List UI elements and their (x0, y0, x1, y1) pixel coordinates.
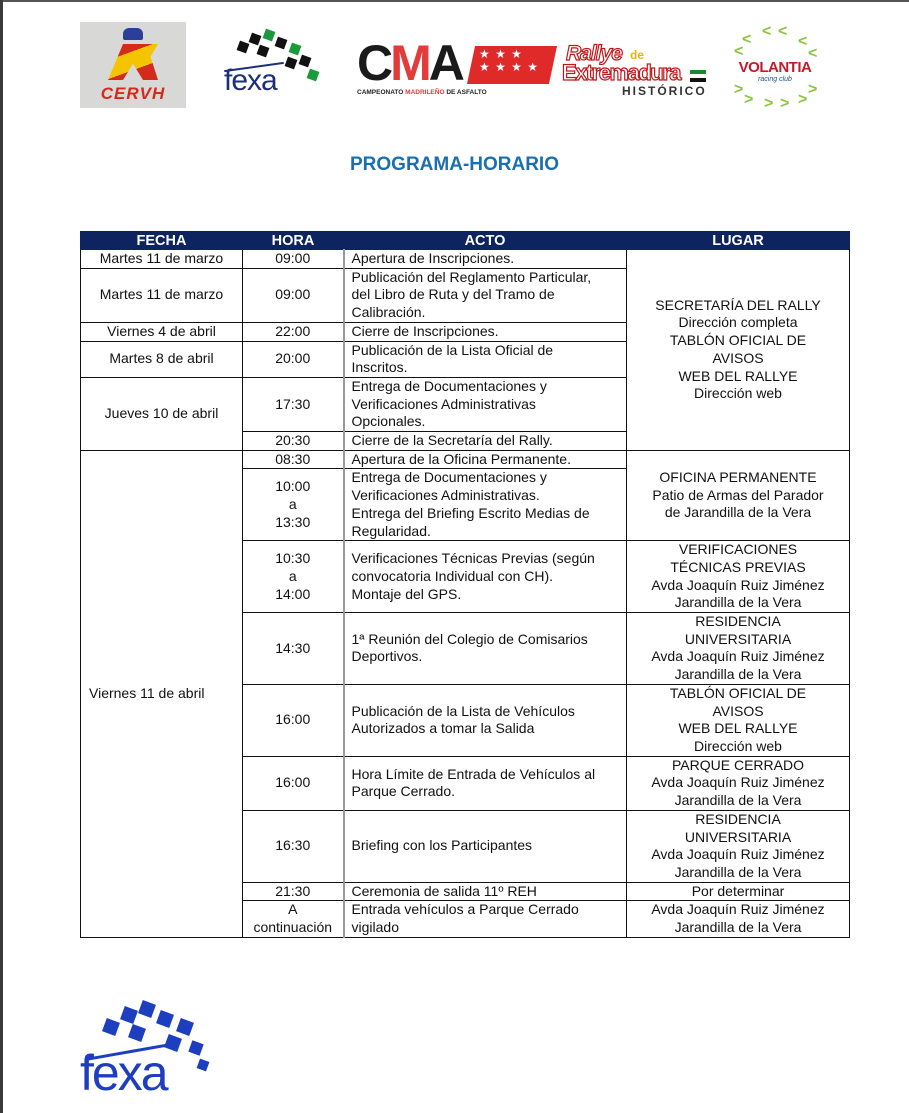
cell-line: a (288, 495, 297, 512)
cell-line: 22:00 (275, 322, 311, 339)
cell-line: Montaje del GPS. (351, 585, 462, 602)
cell-line: vigilado (351, 919, 399, 936)
cell-line: Publicación del Reglamento Particular, (351, 268, 592, 285)
lugar-cell (627, 450, 850, 541)
cell-line: WEB DEL RALLYE (678, 720, 798, 737)
cell-line: TABLÓN OFICIAL DE (669, 684, 807, 701)
lugar-cell (627, 756, 850, 810)
cell-line: Regularidad. (351, 522, 431, 539)
cell-line: Jarandilla de la Vera (674, 919, 802, 936)
fexa-footer-logo (78, 998, 228, 1110)
reh-de-text: de (630, 48, 645, 62)
cervh-logo (80, 22, 186, 108)
cell-line: Publicación de la Lista Oficial de (351, 341, 554, 358)
cell-line: 10:30 (275, 550, 311, 567)
volantia-logo-text: VOLANTIA (738, 59, 812, 76)
cell-line: 16:00 (275, 711, 311, 728)
cell-line: Cierre de Inscripciones. (351, 322, 499, 339)
cell-line: Avda Joaquín Ruiz Jiménez (651, 576, 825, 593)
cell-line: PARQUE CERRADO (672, 756, 804, 773)
lugar-cell (627, 882, 850, 901)
cell-line: Jarandilla de la Vera (674, 594, 802, 611)
cell-line: Publicación de la Lista de Vehículos (351, 702, 575, 719)
cell-line: Briefing con los Participantes (351, 837, 533, 854)
cell-line: 08:30 (275, 450, 311, 467)
header-fecha: FECHA (81, 232, 243, 250)
schedule-table (80, 231, 850, 938)
acto-cell (344, 901, 627, 937)
cell-line: RESIDENCIA (695, 810, 781, 827)
cell-line: Apertura de Inscripciones. (351, 250, 515, 266)
fecha-cell: Martes 8 de abril (81, 341, 243, 377)
fecha-cell: Jueves 10 de abril (81, 377, 243, 450)
hora-cell (243, 684, 344, 756)
fexa-logo-text: fexa (224, 64, 277, 97)
cell-line: AVISOS (712, 349, 764, 366)
fecha-cell: Martes 11 de marzo (81, 250, 243, 269)
cell-line: convocatoria Individual con CH). (351, 567, 554, 584)
hora-cell (243, 341, 344, 377)
hora-cell (243, 541, 344, 613)
hora-cell (243, 901, 344, 937)
hora-cell (243, 377, 344, 431)
fecha-cell: Martes 11 de marzo (81, 268, 243, 322)
acto-cell (344, 882, 627, 901)
cell-line: Dirección web (694, 385, 782, 402)
cell-line: Entrega de Documentaciones y (351, 469, 547, 486)
cell-line: Autorizados a tomar la Salida (351, 720, 535, 737)
cell-line: 20:00 (275, 350, 311, 367)
cell-line: Dirección web (694, 737, 782, 754)
cell-line: 14:00 (275, 585, 311, 602)
reh-extremadura-text: Extremadura (562, 60, 681, 85)
cell-line: 1ª Reunión del Colegio de Comisarios (351, 630, 588, 647)
cell-line: Deportivos. (351, 648, 423, 665)
crown-icon (123, 28, 143, 40)
acto-cell (344, 250, 627, 269)
hora-cell (243, 756, 344, 810)
volantia-logo: < < < < < < > > > > > > VOLANTIA racing club (728, 24, 822, 112)
cell-line: Jarandilla de la Vera (674, 792, 802, 809)
cell-line: Ceremonia de salida 11º REH (351, 882, 537, 899)
acto-cell (344, 322, 627, 341)
cell-line: 10:00 (275, 478, 311, 495)
cell-line: TABLÓN OFICIAL DE (669, 332, 807, 349)
hora-cell (243, 469, 344, 541)
cell-line: A (288, 901, 298, 918)
acto-cell (344, 756, 627, 810)
cma-logo-subtitle: CAMPEONATO MADRILEÑO DE ASFALTO (357, 89, 487, 96)
acto-cell (344, 684, 627, 756)
cma-logo-text: CMA (357, 35, 462, 91)
header-hora: HORA (243, 232, 344, 250)
cell-line: Verificaciones Técnicas Previas (según (351, 550, 595, 567)
cell-line: 17:30 (275, 395, 311, 412)
cell-line: Dirección completa (678, 314, 798, 331)
star-icons: ★ ★ ★ ★ ★ ★ ★ (479, 47, 540, 74)
cell-line: de Jarandilla de la Vera (664, 504, 812, 521)
rallye-extremadura-logo (562, 42, 722, 102)
header-acto: ACTO (344, 232, 627, 250)
reh-rallye-text: Rallye (566, 42, 622, 65)
cell-line: continuación (253, 919, 333, 936)
hora-cell (243, 250, 344, 269)
cma-logo (357, 35, 553, 102)
cell-line: OFICINA PERMANENTE (659, 468, 817, 485)
page-title: PROGRAMA-HORARIO (350, 154, 559, 175)
fexa-footer-logo-text: fexa (80, 1045, 167, 1101)
cell-line: 16:30 (275, 837, 311, 854)
spain-flag-a-icon (108, 44, 158, 80)
extremadura-flag-icon (690, 70, 706, 82)
cell-line: TÉCNICAS PREVIAS (670, 558, 806, 575)
cell-line: UNIVERSITARIA (684, 828, 792, 845)
cell-line: Entrega del Briefing Escrito Medias de (351, 504, 590, 521)
cell-line: Avda Joaquín Ruiz Jiménez (651, 901, 825, 918)
cell-line: Patio de Armas del Parador (652, 486, 824, 503)
hora-cell (243, 322, 344, 341)
lugar-cell (627, 901, 850, 937)
cell-line: 21:30 (275, 882, 311, 899)
acto-cell (344, 268, 627, 322)
cell-line: a (288, 567, 297, 584)
cell-line: 13:30 (275, 513, 311, 530)
cell-line: 16:00 (275, 774, 311, 791)
cell-line: Por determinar (691, 882, 785, 899)
lugar-cell (627, 541, 850, 613)
hora-cell (243, 613, 344, 685)
hora-cell (243, 450, 344, 469)
page-top-border (0, 0, 909, 2)
cell-line: Jarandilla de la Vera (674, 666, 802, 683)
cell-line: Calibración. (351, 304, 426, 321)
cell-line: Opcionales. (351, 413, 426, 430)
cell-line: Verificaciones Administrativas. (351, 487, 540, 504)
cell-line: 20:30 (275, 432, 311, 449)
lugar-cell (627, 250, 850, 451)
acto-cell (344, 432, 627, 451)
cell-line: 09:00 (275, 286, 311, 303)
cell-line: Parque Cerrado. (351, 783, 456, 800)
cell-line: Avda Joaquín Ruiz Jiménez (651, 774, 825, 791)
acto-cell (344, 810, 627, 882)
cell-line: WEB DEL RALLYE (678, 367, 798, 384)
cell-line: VERIFICACIONES (678, 541, 798, 558)
cell-line: Avda Joaquín Ruiz Jiménez (651, 648, 825, 665)
acto-cell (344, 377, 627, 431)
acto-cell (344, 450, 627, 469)
cell-line: del Libro de Ruta y del Tramo de (351, 286, 555, 303)
acto-cell (344, 613, 627, 685)
acto-cell (344, 341, 627, 377)
header-lugar: LUGAR (627, 232, 850, 250)
lugar-cell (627, 684, 850, 756)
cell-line: Entrada vehículos a Parque Cerrado (351, 901, 579, 918)
cell-line: Avda Joaquín Ruiz Jiménez (651, 846, 825, 863)
cell-line: 09:00 (275, 250, 311, 266)
volantia-logo-subtext: racing club (758, 76, 792, 83)
table-row (81, 250, 850, 269)
hora-cell (243, 810, 344, 882)
cell-line: Jarandilla de la Vera (674, 863, 802, 880)
acto-cell (344, 469, 627, 541)
reh-historico-text: HISTÓRICO (622, 84, 707, 98)
acto-cell (344, 541, 627, 613)
cell-line: RESIDENCIA (695, 613, 781, 630)
cell-line: Cierre de la Secretaría del Rally. (351, 432, 553, 449)
cell-line: SECRETARÍA DEL RALLY (655, 296, 821, 313)
cell-line: Apertura de la Oficina Permanente. (351, 450, 571, 467)
fecha-cell: Viernes 11 de abril (81, 450, 243, 937)
hora-cell (243, 882, 344, 901)
hora-cell (243, 268, 344, 322)
cell-line: Entrega de Documentaciones y (351, 377, 547, 394)
table-row (81, 450, 850, 469)
cell-line: AVISOS (712, 702, 764, 719)
lugar-cell (627, 810, 850, 882)
cell-line: Inscritos. (351, 359, 408, 376)
cell-line: Verificaciones Administrativas (351, 395, 536, 412)
cell-line: 14:30 (275, 639, 311, 656)
hora-cell (243, 432, 344, 451)
fexa-logo (220, 28, 324, 100)
table-header-row (81, 232, 850, 250)
cell-line: UNIVERSITARIA (684, 630, 792, 647)
cell-line: Hora Límite de Entrada de Vehículos al (351, 765, 596, 782)
lugar-cell (627, 613, 850, 685)
cervh-logo-text: CERVH (100, 84, 166, 103)
fecha-cell: Viernes 4 de abril (81, 322, 243, 341)
